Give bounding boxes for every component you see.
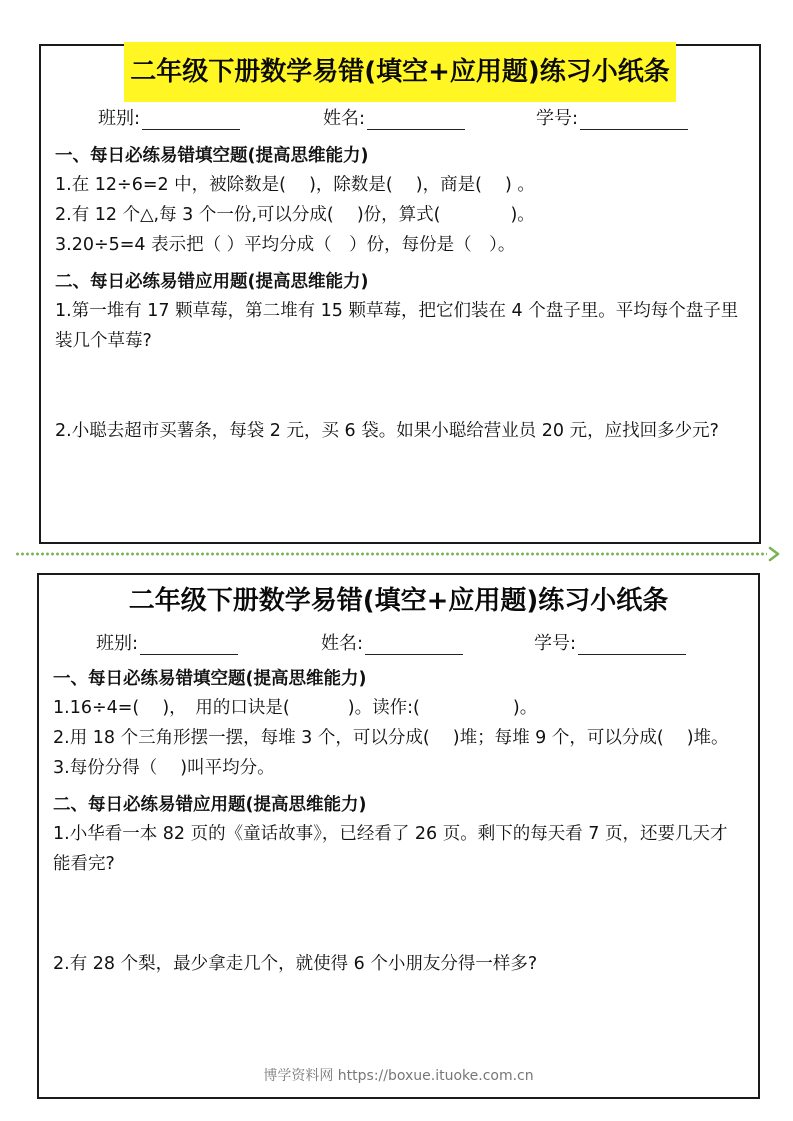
fill-blank-question: 3.20÷5=4 表示把（ ）平均分成（ ）份，每份是（ ）。: [55, 235, 516, 255]
word-problem: 1.小华看一本 82 页的《童话故事》，已经看了 26 页。剩下的每天看 7 页，还要几天才能看完?: [53, 824, 728, 874]
watermark-footer: 博学资料网 https://boxue.ituoke.com.cn: [263, 1068, 534, 1084]
class-blank[interactable]: [142, 109, 240, 130]
title-wrap: [39, 577, 758, 625]
arrow-right-icon: [766, 545, 784, 563]
slip-body: [55, 142, 745, 446]
fill-blank-question: 3.每份分得（ )叫平均分。: [53, 758, 275, 778]
fill-blank-question: 2.用 18 个三角形摆一摆，每堆 3 个，可以分成( )堆；每堆 9 个，可以分成( )堆。: [53, 728, 729, 748]
student-number-field[interactable]: [534, 629, 686, 655]
student-number-blank[interactable]: [578, 634, 686, 655]
slip-body: [53, 665, 744, 979]
class-label: 班别:: [96, 633, 139, 654]
name-label: 姓名:: [323, 108, 366, 129]
answer-space[interactable]: [55, 356, 745, 416]
student-number-blank[interactable]: [580, 109, 688, 130]
name-blank[interactable]: [365, 634, 463, 655]
name-field[interactable]: [321, 629, 463, 655]
student-number-field[interactable]: [536, 104, 688, 130]
section-heading-fill-blank: 一、每日必练易错填空题(提高思维能力): [53, 669, 367, 689]
word-problem: 1.第一堆有 17 颗草莓，第二堆有 15 颗草莓，把它们装在 4 个盘子里。平均每个盘子里装几个草莓?: [55, 301, 739, 351]
student-number-label: 学号:: [536, 108, 579, 129]
student-info-fields: [41, 104, 759, 130]
class-label: 班别:: [98, 108, 141, 129]
fill-blank-question: 2.有 12 个△,每 3 个一份,可以分成( )份，算式( )。: [55, 205, 535, 225]
slip-title: 二年级下册数学易错(填空+应用题)练习小纸条: [124, 42, 676, 102]
name-blank[interactable]: [367, 109, 465, 130]
student-number-label: 学号:: [534, 633, 577, 654]
class-field[interactable]: [96, 629, 238, 655]
dotted-cut-line: [15, 551, 767, 557]
class-blank[interactable]: [140, 634, 238, 655]
word-problem: 2.小聪去超市买薯条，每袋 2 元，买 6 袋。如果小聪给营业员 20 元，应找回多少元?: [55, 421, 719, 441]
fill-blank-question: 1.在 12÷6=2 中，被除数是( )，除数是( )，商是( ) 。: [55, 175, 535, 195]
section-heading-word-problems: 二、每日必练易错应用题(提高思维能力): [53, 795, 367, 815]
practice-slip-2: [37, 573, 760, 1099]
name-field[interactable]: [323, 104, 465, 130]
title-wrap: [41, 42, 759, 102]
word-problem: 2.有 28 个梨，最少拿走几个，就使得 6 个小朋友分得一样多?: [53, 954, 538, 974]
section-heading-fill-blank: 一、每日必练易错填空题(提高思维能力): [55, 146, 369, 166]
student-info-fields: [39, 629, 758, 655]
name-label: 姓名:: [321, 633, 364, 654]
fill-blank-question: 1.16÷4=( )， 用的口诀是( )。读作:( )。: [53, 698, 538, 718]
answer-space[interactable]: [53, 879, 744, 949]
practice-slip-1: [39, 44, 761, 544]
slip-title: 二年级下册数学易错(填空+应用题)练习小纸条: [128, 586, 669, 616]
class-field[interactable]: [98, 104, 240, 130]
section-heading-word-problems: 二、每日必练易错应用题(提高思维能力): [55, 272, 369, 292]
